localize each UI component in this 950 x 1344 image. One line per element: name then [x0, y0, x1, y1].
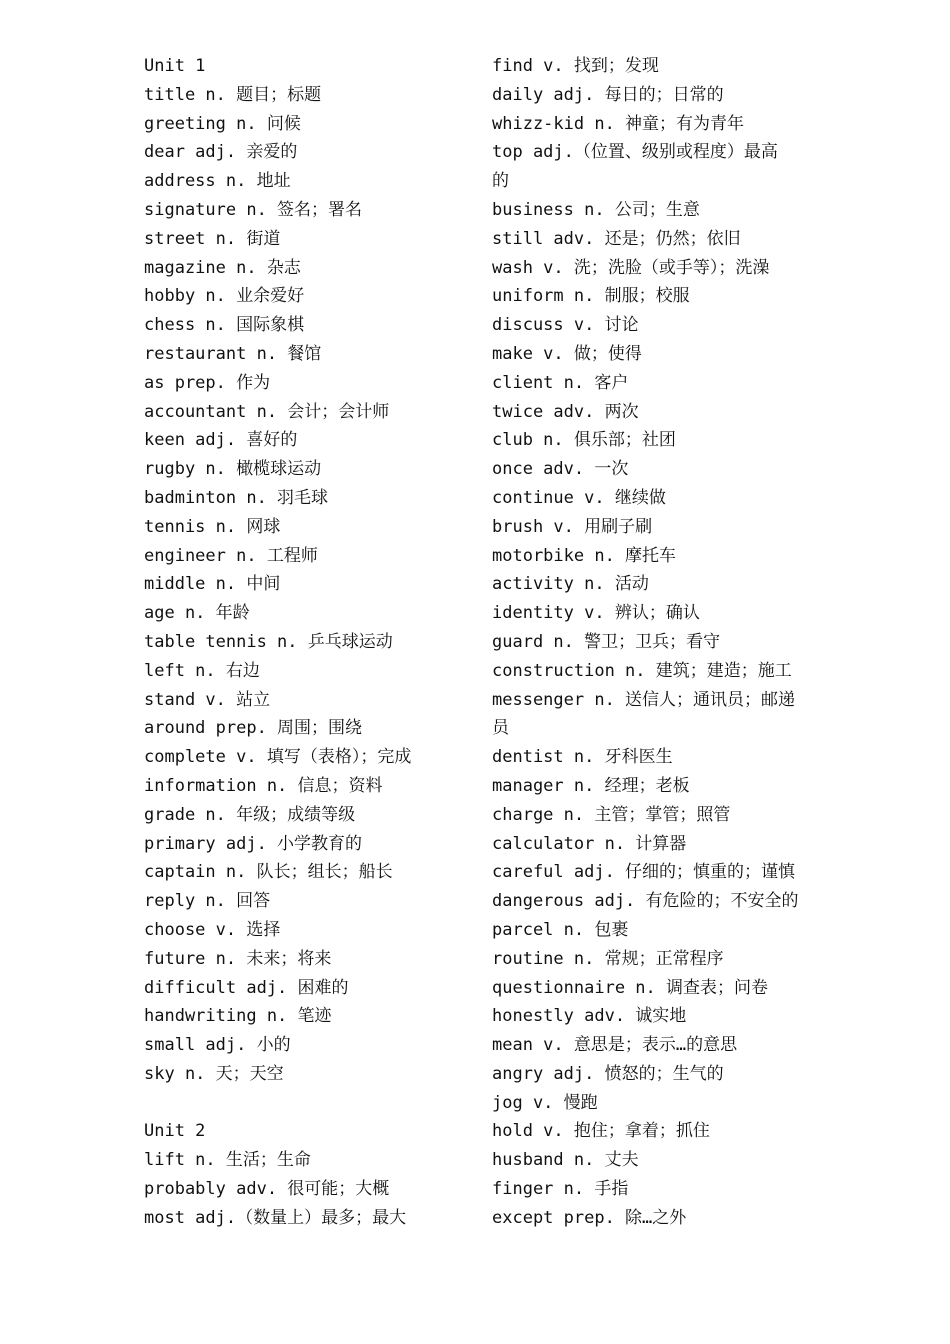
- vocabulary-column-left: [144, 52, 474, 1233]
- vocab-entry: hold v. 抱住；拿着；抓住: [492, 1121, 710, 1142]
- vocab-entry: information n. 信息；资料: [144, 775, 383, 796]
- vocab-entry: keen adj. 喜好的: [144, 430, 298, 451]
- vocab-entry: captain n. 队长；组长；船长: [144, 862, 393, 883]
- vocab-entry: mean v. 意思是；表示…的意思: [492, 1035, 738, 1056]
- vocab-entry: activity n. 活动: [492, 574, 649, 595]
- vocab-entry: accountant n. 会计；会计师: [144, 401, 390, 422]
- vocab-entry: wash v. 洗；洗脸（或手等）；洗澡: [492, 257, 770, 278]
- vocabulary-column-right: [492, 52, 814, 1233]
- vocab-entry: around prep. 周围；围绕: [144, 718, 363, 739]
- vocab-entry: find v. 找到；发现: [492, 56, 659, 76]
- vocab-entry: tennis n. 网球: [144, 516, 281, 537]
- vocab-entry: discuss v. 讨论: [492, 315, 639, 336]
- vocab-entry: dentist n. 牙科医生: [492, 747, 673, 768]
- vocab-entry: rugby n. 橄榄球运动: [144, 459, 322, 480]
- vocab-entry: badminton n. 羽毛球: [144, 487, 329, 508]
- vocab-entry: daily adj. 每日的；日常的: [492, 84, 724, 105]
- vocab-entry: table tennis n. 乒乓球运动: [144, 631, 393, 652]
- vocab-entry: future n. 未来；将来: [144, 948, 332, 969]
- vocab-entry: jog v. 慢跑: [492, 1092, 598, 1113]
- vocab-entry: grade n. 年级；成绩等级: [144, 804, 356, 825]
- vocab-entry: husband n. 丈夫: [492, 1150, 639, 1171]
- vocab-entry: top adj.（位置、级别或程度）最高: [492, 142, 778, 163]
- vocab-entry: chess n. 国际象棋: [144, 315, 305, 336]
- vocab-entry: street n. 街道: [144, 228, 281, 249]
- vocab-entry: manager n. 经理；老板: [492, 775, 690, 796]
- vocab-entry: magazine n. 杂志: [144, 257, 301, 278]
- unit-heading: Unit 2: [144, 1121, 206, 1142]
- vocab-entry: greeting n. 问候: [144, 113, 301, 134]
- vocab-entry: small adj. 小的: [144, 1035, 291, 1056]
- vocab-entry: middle n. 中间: [144, 574, 281, 595]
- vocab-entry: sky n. 天；天空: [144, 1063, 284, 1084]
- vocab-entry: dear adj. 亲爱的: [144, 142, 298, 163]
- vocab-entry: engineer n. 工程师: [144, 545, 318, 566]
- vocab-entry: guard n. 警卫；卫兵；看守: [492, 631, 721, 652]
- vocab-entry: careful adj. 仔细的；慎重的；谨慎: [492, 862, 796, 883]
- vocab-entry: whizz-kid n. 神童；有为青年: [492, 113, 745, 134]
- vocab-entry: messenger n. 送信人；通讯员；邮递: [492, 689, 796, 710]
- vocab-entry: questionnaire n. 调查表；问卷: [492, 977, 768, 998]
- vocab-entry: honestly adv. 诚实地: [492, 1006, 687, 1027]
- vocab-entry: lift n. 生活；生命: [144, 1150, 311, 1171]
- vocab-entry: twice adv. 两次: [492, 401, 639, 422]
- vocab-entry: once adv. 一次: [492, 459, 629, 480]
- vocab-entry: angry adj. 愤怒的；生气的: [492, 1063, 724, 1084]
- vocab-entry: finger n. 手指: [492, 1179, 629, 1200]
- vocab-entry: handwriting n. 笔迹: [144, 1006, 332, 1027]
- vocab-entry: uniform n. 制服；校服: [492, 286, 690, 307]
- vocab-entry: hobby n. 业余爱好: [144, 286, 305, 307]
- unit-heading: Unit 1: [144, 56, 206, 76]
- vocab-entry: club n. 俱乐部；社团: [492, 430, 676, 451]
- vocab-entry: probably adv. 很可能；大概: [144, 1179, 390, 1200]
- vocab-entry: primary adj. 小学教育的: [144, 833, 363, 854]
- vocab-entry: restaurant n. 餐馆: [144, 343, 322, 364]
- vocab-entry: title n. 题目；标题: [144, 84, 322, 105]
- vocab-entry: still adv. 还是；仍然；依旧: [492, 228, 741, 249]
- vocab-entry: [144, 1089, 474, 1118]
- vocab-entry: 的: [492, 171, 509, 192]
- vocab-entry: business n. 公司；生意: [492, 199, 700, 220]
- vocab-entry: except prep. 除…之外: [492, 1207, 687, 1228]
- vocab-entry: parcel n. 包裹: [492, 919, 629, 940]
- vocab-entry: continue v. 继续做: [492, 487, 666, 508]
- vocab-entry: construction n. 建筑；建造；施工: [492, 660, 792, 681]
- vocab-entry: address n. 地址: [144, 171, 291, 192]
- vocab-entry: routine n. 常规；正常程序: [492, 948, 724, 969]
- vocab-entry: reply n. 回答: [144, 891, 271, 912]
- vocab-entry: most adj.（数量上）最多；最大: [144, 1207, 407, 1228]
- vocab-entry: difficult adj. 困难的: [144, 977, 349, 998]
- vocab-entry: charge n. 主管；掌管；照管: [492, 804, 731, 825]
- vocab-entry: age n. 年龄: [144, 603, 250, 624]
- vocab-entry: 员: [492, 718, 509, 739]
- vocab-entry: left n. 右边: [144, 660, 260, 681]
- vocab-entry: complete v. 填写（表格）；完成: [144, 747, 412, 768]
- vocab-entry: identity v. 辨认；确认: [492, 603, 700, 624]
- vocab-entry: signature n. 签名；署名: [144, 199, 363, 220]
- vocab-entry: dangerous adj. 有危险的；不安全的: [492, 891, 799, 912]
- vocab-entry: stand v. 站立: [144, 689, 271, 710]
- vocab-entry: choose v. 选择: [144, 919, 281, 940]
- vocab-entry: client n. 客户: [492, 372, 629, 393]
- vocab-entry: make v. 做；使得: [492, 343, 642, 364]
- vocab-entry: brush v. 用刷子刷: [492, 516, 653, 537]
- vocab-entry: calculator n. 计算器: [492, 833, 687, 854]
- vocab-entry: motorbike n. 摩托车: [492, 545, 677, 566]
- vocab-entry: as prep. 作为: [144, 372, 271, 393]
